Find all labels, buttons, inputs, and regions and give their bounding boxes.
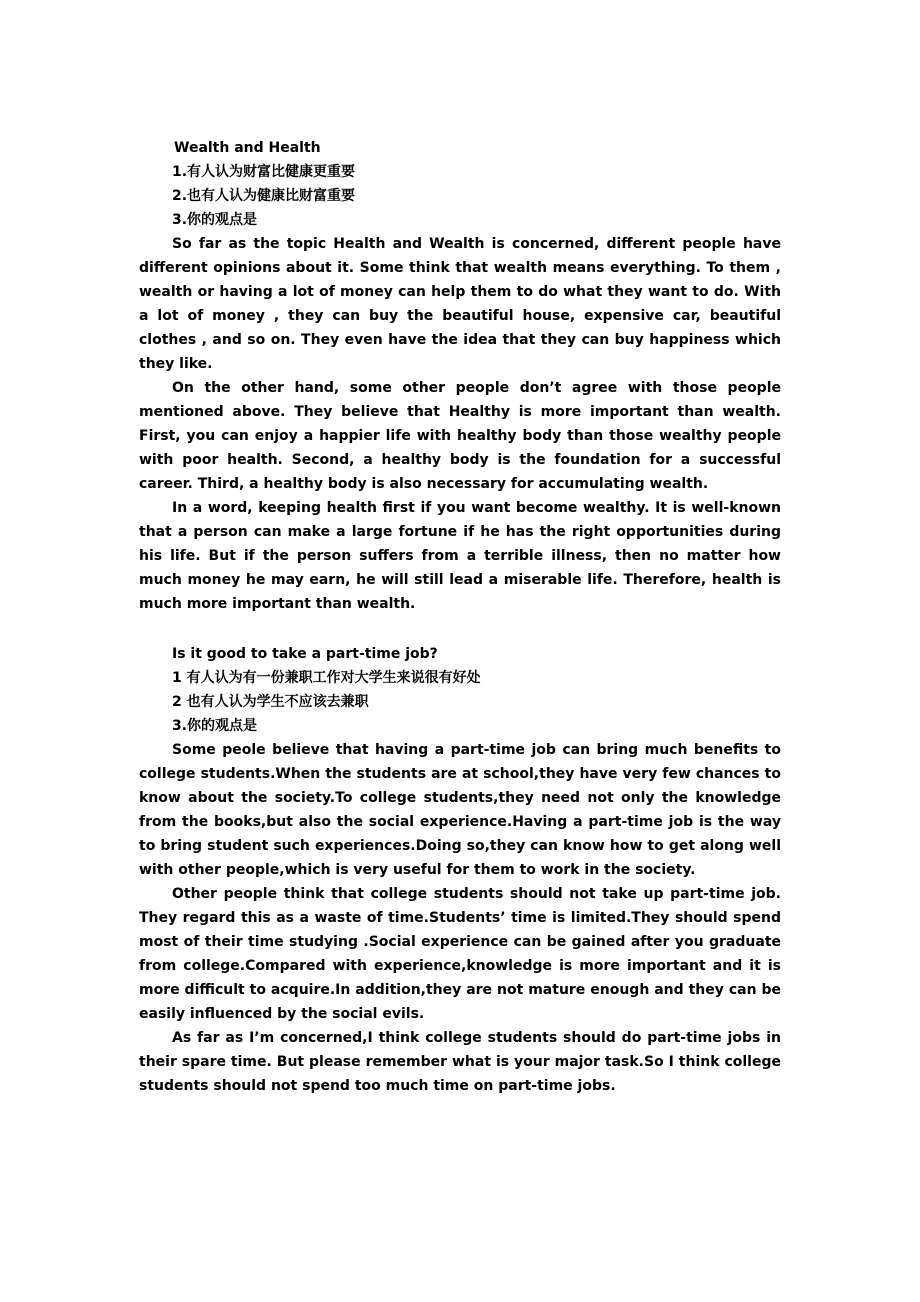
body-paragraph: On the other hand, some other people don’t agree with those people mentioned above. They believe that Healthy is more important than wealth. First, you can enjoy a happier life with healthy body than those wealthy people with poor health. Second, a healthy body is the foundation for a successful career. Third, a healthy body is also necessary for accumulating wealth.	[139, 380, 781, 492]
prompt-item: 3.你的观点是	[172, 718, 258, 734]
essay-wealth-and-health	[139, 136, 781, 616]
body-paragraph: As far as I’m concerned,I think college students should do part-time jobs in their spare time. But please remember what is your major task.So I think college students should not spend too much time on part-time jobs.	[139, 1030, 781, 1094]
body-paragraph: Some peole believe that having a part-time job can bring much benefits to college students.When the students are at school,they have very few chances to know about the society.To college students,they need not only the knowledge from the books,but also the social experience.Having a part-time job is the way to bring student such experiences.Doing so,they can know how to get along well with other people,which is very useful for them to work in the society.	[139, 742, 781, 878]
body-paragraph: Other people think that college students should not take up part-time job. They regard this as a waste of time.Students’ time is limited.They should spend most of their time studying .Social experience can be gained after you graduate from college.Compared with experience,knowledge is more important and it is more difficult to acquire.In addition,they are not mature enough and they can be easily influenced by the social evils.	[139, 886, 781, 1022]
prompt-item: 2 也有人认为学生不应该去兼职	[172, 694, 369, 710]
essay-part-time-job	[139, 642, 781, 1098]
prompt-item: 1 有人认为有一份兼职工作对大学生来说很有好处	[172, 670, 481, 686]
prompt-item: 1.有人认为财富比健康更重要	[172, 164, 356, 180]
body-paragraph: So far as the topic Health and Wealth is concerned, different people have different opinions about it. Some think that wealth means everything. To them , wealth or having a lot of money can help them to do what they want to do. With a lot of money , they can buy the beautiful house, expensive car, beautiful clothes , and so on. They even have the idea that they can buy happiness which they like.	[139, 236, 781, 372]
body-paragraph: In a word, keeping health first if you want become wealthy. It is well-known that a person can make a large fortune if he has the right opportunities during his life. But if the person suffers from a terrible illness, then no matter how much money he may earn, he will still lead a miserable life. Therefore, health is much more important than wealth.	[139, 500, 781, 612]
prompt-item: 3.你的观点是	[172, 212, 258, 228]
prompt-item: 2.也有人认为健康比财富重要	[172, 188, 356, 204]
essay-title: Is it good to take a part-time job?	[172, 646, 438, 662]
essay-title: Wealth and Health	[174, 140, 321, 156]
